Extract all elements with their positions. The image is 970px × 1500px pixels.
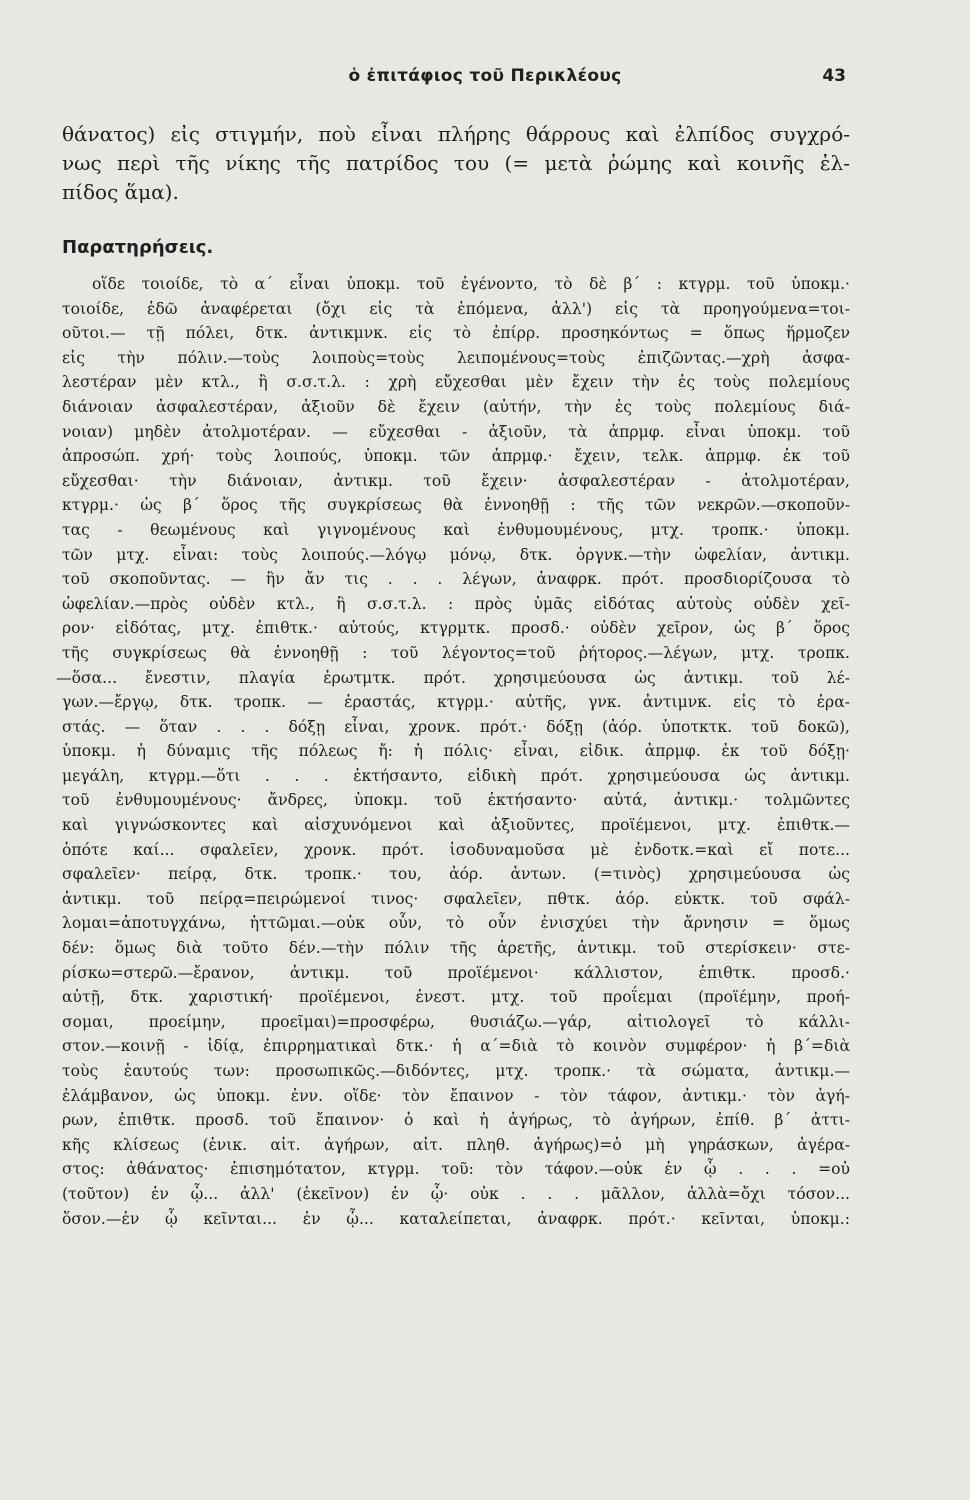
text-line: πίδος ἅμα). (62, 180, 179, 204)
text-line: ὅσον.—ἐν ᾧ κεῖνται... ἐν ᾧ... καταλείπεται, ἀναφρκ. πρότ.· κεῖνται, ὑποκμ.: (62, 1209, 850, 1228)
section-heading: Παρατηρήσεις. (62, 237, 214, 258)
text-line: κῆς κλίσεως (ἑνικ. αἰτ. ἀγήρων, αἰτ. πληθ. ἀγήρως)=ὁ μὴ γηράσκων, ἀγέρα- (62, 1135, 850, 1154)
text-line: ὁπότε καί... σφαλεῖεν, χρονκ. πρότ. ἰσοδυναμοῦσα μὲ ἐνδοτκ.=καὶ εἴ ποτε... (62, 840, 850, 859)
text-line: στον.—κοινῇ - ἰδίᾳ, ἐπιρρηματικαὶ δτκ.· ἡ α΄=διὰ τὸ κοινὸν συμφέρον· ἡ β΄=διὰ (62, 1037, 850, 1056)
text-line: —ὅσα... ἔνεστιν, πλαγία ἐρωτμτκ. πρότ. χρησιμεύουσα ὡς ἀντικμ. τοῦ λέ- (56, 668, 850, 687)
running-title: ὁ ἐπιτάφιος τοῦ Περικλέους (348, 66, 622, 86)
text-line: γων.—ἔργῳ, δτκ. τροπκ. — ἐραστάς, κτγρμ.· αὐτῆς, γνκ. ἀντιμνκ. εἰς τὸ ἐρα- (62, 693, 850, 712)
text-line: ρων, ἐπιθτκ. προσδ. τοῦ ἔπαινον· ὁ καὶ ἡ ἀγήρως, τὸ ἀγήρων, ἐπίθ. β΄ ἀττι- (62, 1111, 850, 1130)
running-head (0, 66, 970, 96)
text-line: κτγρμ.· ὡς β΄ ὅρος τῆς συγκρίσεως θὰ ἐννοηθῇ : τῆς τῶν νεκρῶν.—σκοποῦν- (62, 496, 850, 515)
text-line: τοῦ ἐνθυμουμένους· ἄνδρες, ὑποκμ. τοῦ ἐκτήσαντο· αὐτά, ἀντικμ.· τολμῶντες (62, 791, 850, 810)
text-line: ρον· εἰδότας, μτχ. ἐπιθτκ.· αὐτούς, κτγρμτκ. προσδ.· οὐδὲν χεῖρον, ὡς β΄ ὅρος (62, 619, 850, 638)
text-line: λομαι=ἀποτυγχάνω, ἡττῶμαι.—οὐκ οὖν, τὸ οὖν ἐνισχύει τὴν ἄρνησιν = ὅμως (62, 914, 850, 933)
text-line: θάνατος) εἰς στιγμήν, ποὺ εἶναι πλήρης θάρρους καὶ ἐλπίδος συγχρό- (62, 122, 850, 146)
text-line: νως περὶ τῆς νίκης τῆς πατρίδος του (= μετὰ ῥώμης καὶ κοινῆς ἐλ- (62, 151, 850, 175)
notes-paragraph (56, 272, 850, 1231)
text-line: εὔχεσθαι· τὴν διάνοιαν, ἀντικμ. τοῦ ἔχειν· ἀσφαλεστέραν - ἀτολμοτέραν, (62, 471, 850, 490)
text-line: οἵδε τοιοίδε, τὸ α΄ εἶναι ὑποκμ. τοῦ ἐγένοντο, τὸ δὲ β΄ : κτγρμ. τοῦ ὑποκμ.· (92, 275, 850, 293)
text-line: σομαι, προείμην, προεῖμαι)=προσφέρω, θυσιάζω.—γάρ, αἰτιολογεῖ τὸ κάλλι- (62, 1012, 850, 1031)
text-line: μεγάλη, κτγρμ.—ὅτι . . . ἐκτήσαντο, εἰδικὴ πρότ. χρησιμεύουσα ὡς ἀντικμ. (62, 766, 850, 785)
text-line: λεστέραν μὲν κτλ., ἢ σ.σ.τ.λ. : χρὴ εὔχεσθαι μὲν ἔχειν τὴν ἐς τοὺς πολεμίους (62, 373, 850, 392)
page-number: 43 (822, 66, 846, 86)
text-line: ἐλάμβανον, ὡς ὑποκμ. ἐνν. οἵδε· τὸν ἔπαινον - τὸν τάφον, ἀντικμ.· τὸν ἀγή- (62, 1086, 850, 1105)
text-line: δέν: ὅμως διὰ τοῦτο δέν.—τὴν πόλιν τῆς ἀρετῆς, ἀντικμ. τοῦ στερίσκειν· στε- (62, 939, 850, 958)
text-line: καὶ γιγνώσκοντες καὶ αἰσχυνόμενοι καὶ ἀξιοῦντες, προϊέμενοι, μτχ. ἐπιθτκ.— (62, 816, 850, 835)
text-line: σφαλεῖεν· πείρᾳ, δτκ. τροπκ.· του, ἀόρ. ἀντων. (=τινὸς) χρησιμεύουσα ὡς (62, 865, 850, 884)
text-line: στος: ἀθάνατος· ἐπισημότατον, κτγρμ. τοῦ: τὸν τάφον.—οὐκ ἐν ᾧ . . . =οὐ (62, 1160, 850, 1179)
text-line: οῦτοι.— τῇ πόλει, δτκ. ἀντικμνκ. εἰς τὸ ἐπίρρ. προσηκόντως = ὅπως ἥρμοζεν (62, 324, 850, 343)
text-line: (τοῦτον) ἐν ᾧ... ἀλλ' (ἐκεῖνον) ἐν ᾧ· οὐκ . . . μᾶλλον, ἀλλὰ=ὄχι τόσον... (62, 1184, 850, 1203)
text-line: διάνοιαν ἀσφαλεστέραν, ἀξιοῦν δὲ ἔχειν (αὐτήν, τὴν ἐς τοὺς πολεμίους διά- (62, 397, 850, 416)
text-line: τοιοίδε, ἐδῶ ἀναφέρεται (ὄχι εἰς τὰ ἑπόμενα, ἀλλ') εἰς τὰ προηγούμενα=τοι- (62, 299, 850, 318)
text-line: τῶν μτχ. εἶναι: τοὺς λοιπούς.—λόγῳ μόνῳ, δτκ. ὀργνκ.—τὴν ὠφελίαν, ἀντικμ. (62, 545, 850, 564)
text-line: ὑποκμ. ἡ δύναμις τῆς πόλεως ἤ: ἡ πόλις· εἶναι, εἰδικ. ἀπρμφ. ἐκ τοῦ δόξῃ· (62, 742, 850, 761)
text-line: νοιαν) μηδὲν ἀτολμοτέραν. — εὔχεσθαι - ἀξιοῦν, τὰ ἀπρμφ. εἶναι ὑποκμ. τοῦ (62, 422, 850, 441)
text-line: ἀντικμ. τοῦ πείρᾳ=πειρώμενοί τινος· σφαλεῖεν, πθτκ. ἀόρ. εὐκτκ. τοῦ σφάλ- (62, 889, 850, 908)
intro-paragraph (62, 120, 850, 207)
text-line: ὠφελίαν.—πρὸς οὐδὲν κτλ., ἢ σ.σ.τ.λ. : πρὸς ὑμᾶς εἰδότας αὐτοὺς οὐδὲν χεῖ- (62, 594, 850, 613)
text-line: εἰς τὴν πόλιν.—τοὺς λοιποὺς=τοὺς λειπομένους=τοὺς ἐπιζῶντας.—χρὴ ἀσφα- (62, 348, 850, 367)
text-line: τοῦ σκοποῦντας. — ἣν ἄν τις . . . λέγων, ἀναφρκ. πρότ. προσδιορίζουσα τὸ (62, 570, 850, 589)
text-line: τας - θεωμένους καὶ γιγνομένους καὶ ἐνθυμουμένους, μτχ. τροπκ.· ὑποκμ. (62, 520, 850, 539)
text-line: στάς. — ὅταν . . . δόξῃ εἶναι, χρονκ. πρότ.· δόξῃ (ἀόρ. ὑποτκτκ. τοῦ δοκῶ), (62, 717, 850, 736)
text-line: ἀπροσώπ. χρή· τοὺς λοιπούς, ὑποκμ. τῶν ἀπρμφ.· ἔχειν, τελκ. ἀπρμφ. ἐκ τοῦ (62, 447, 850, 466)
text-line: ρίσκω=στερῶ.—ἔρανον, ἀντικμ. τοῦ προϊέμενοι· κάλλιστον, ἐπιθτκ. προσδ.· (62, 963, 850, 982)
text-line: αὐτῇ, δτκ. χαριστική· προϊέμενοι, ἐνεστ. μτχ. τοῦ προΐεμαι (προϊέμην, προή- (62, 988, 850, 1007)
text-line: τῆς συγκρίσεως θὰ ἐννοηθῇ : τοῦ λέγοντος=τοῦ ῥήτορος.—λέγων, μτχ. τροπκ. (62, 643, 850, 662)
body-text (56, 120, 850, 1231)
text-line: τοὺς ἑαυτούς των: προσωπικῶς.—διδόντες, μτχ. τροπκ.· τὰ σώματα, ἀντικμ.— (62, 1062, 850, 1080)
